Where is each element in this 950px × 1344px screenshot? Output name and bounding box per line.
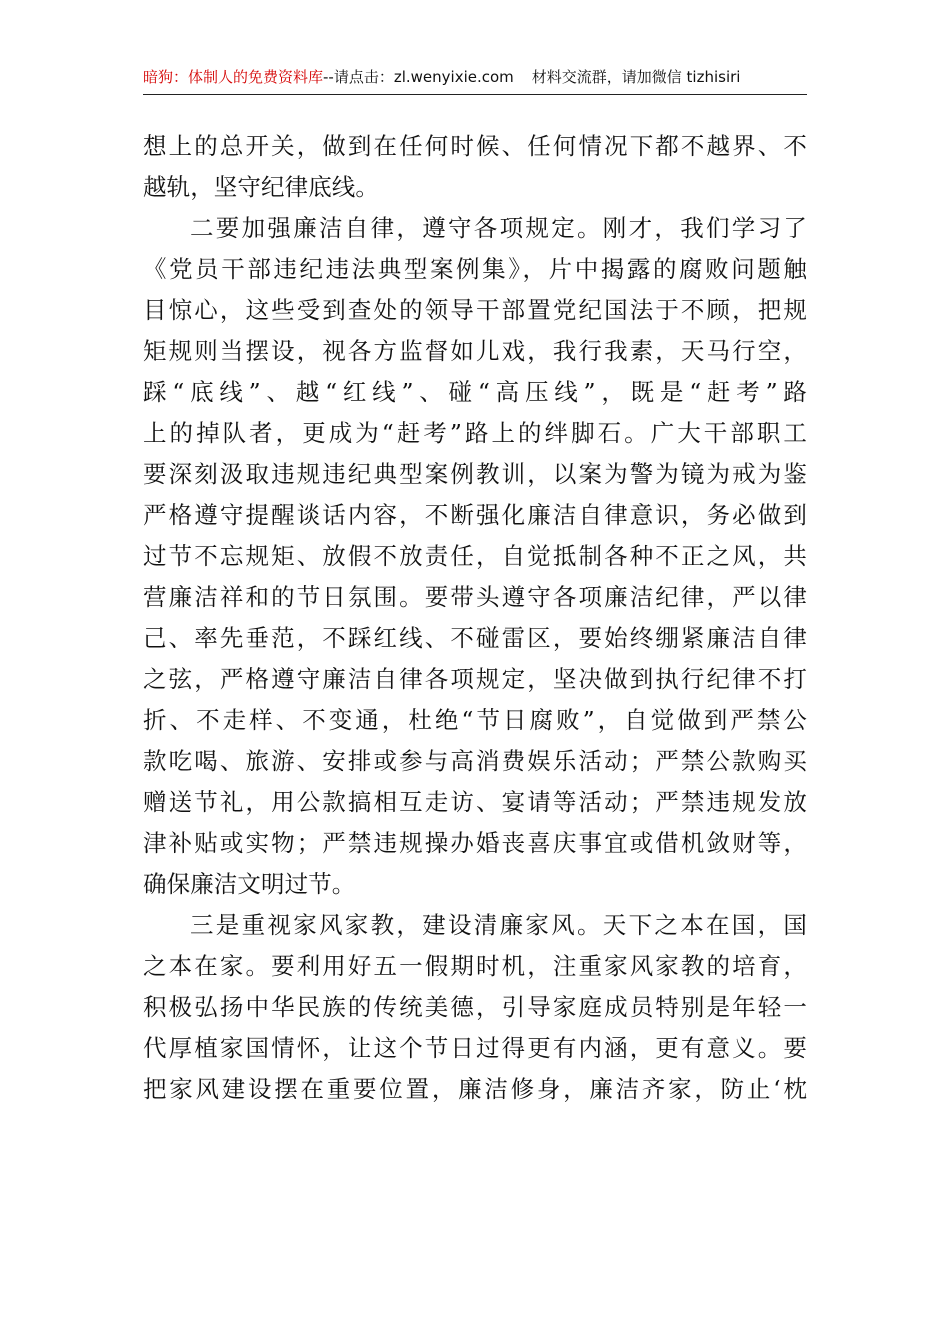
- text-line: 代厚植家国情怀，让这个节日过得更有内涵，更有意义。要: [143, 1034, 807, 1062]
- paragraph: [143, 905, 807, 1110]
- text-line: 越轨，坚守纪律底线。: [143, 173, 379, 201]
- text-line: 款吃喝、旅游、安排或参与高消费娱乐活动；严禁公款购买: [143, 747, 807, 775]
- header-url-link[interactable]: zl.wenyixie.com: [393, 68, 514, 86]
- text-line: 营廉洁祥和的节日氛围。要带头遵守各项廉洁纪律，严以律: [143, 583, 807, 611]
- text-line: 目惊心，这些受到查处的领导干部置党纪国法于不顾，把规: [143, 296, 807, 324]
- paragraph: [143, 126, 807, 208]
- text-line: 己、率先垂范，不踩红线、不碰雷区，要始终绷紧廉洁自律: [143, 624, 807, 652]
- text-line: 之弦，严格遵守廉洁自律各项规定，坚决做到执行纪律不打: [143, 665, 807, 693]
- document-body: [143, 126, 807, 1110]
- text-line: 《党员干部违纪违法典型案例集》，片中揭露的腐败问题触: [143, 255, 807, 283]
- text-line: 之本在家。要利用好五一假期时机，注重家风家教的培育，: [143, 952, 807, 980]
- text-line: 把家风建设摆在重要位置，廉洁修身，廉洁齐家，防止‘枕: [143, 1075, 807, 1103]
- text-line: 严格遵守提醒谈话内容，不断强化廉洁自律意识，务必做到: [143, 501, 807, 529]
- paragraph: [143, 208, 807, 905]
- text-line: 想上的总开关，做到在任何时候、任何情况下都不越界、不: [143, 132, 807, 160]
- header-site-name: 暗狗：体制人的免费资料库: [143, 68, 324, 86]
- text-line: 津补贴或实物；严禁违规操办婚丧喜庆事宜或借机敛财等，: [143, 829, 807, 857]
- text-line: 赠送节礼，用公款搞相互走访、宴请等活动；严禁违规发放: [143, 788, 807, 816]
- header-group-note: 材料交流群，请加微信 tizhisiri: [531, 68, 741, 86]
- text-line: 折、不走样、不变通，杜绝“节日腐败”，自觉做到严禁公: [143, 706, 807, 734]
- text-line: 上的掉队者，更成为“赶考”路上的绊脚石。广大干部职工: [143, 419, 807, 447]
- header-click-prompt: --请点击：: [323, 68, 394, 86]
- text-line: 积极弘扬中华民族的传统美德，引导家庭成员特别是年轻一: [143, 993, 807, 1021]
- text-line: 踩“底线”、越“红线”、碰“高压线”，既是“赶考”路: [143, 378, 807, 406]
- text-line: 二要加强廉洁自律，遵守各项规定。刚才，我们学习了: [190, 214, 807, 242]
- text-line: 三是重视家风家教，建设清廉家风。天下之本在国，国: [190, 911, 807, 939]
- text-line: 矩规则当摆设，视各方监督如儿戏，我行我素，天马行空，: [143, 337, 807, 365]
- page-header: [143, 66, 807, 95]
- text-line: 确保廉洁文明过节。: [143, 870, 356, 898]
- text-line: 过节不忘规矩、放假不放责任，自觉抵制各种不正之风，共: [143, 542, 807, 570]
- text-line: 要深刻汲取违规违纪典型案例教训，以案为警为镜为戒为鉴: [143, 460, 807, 488]
